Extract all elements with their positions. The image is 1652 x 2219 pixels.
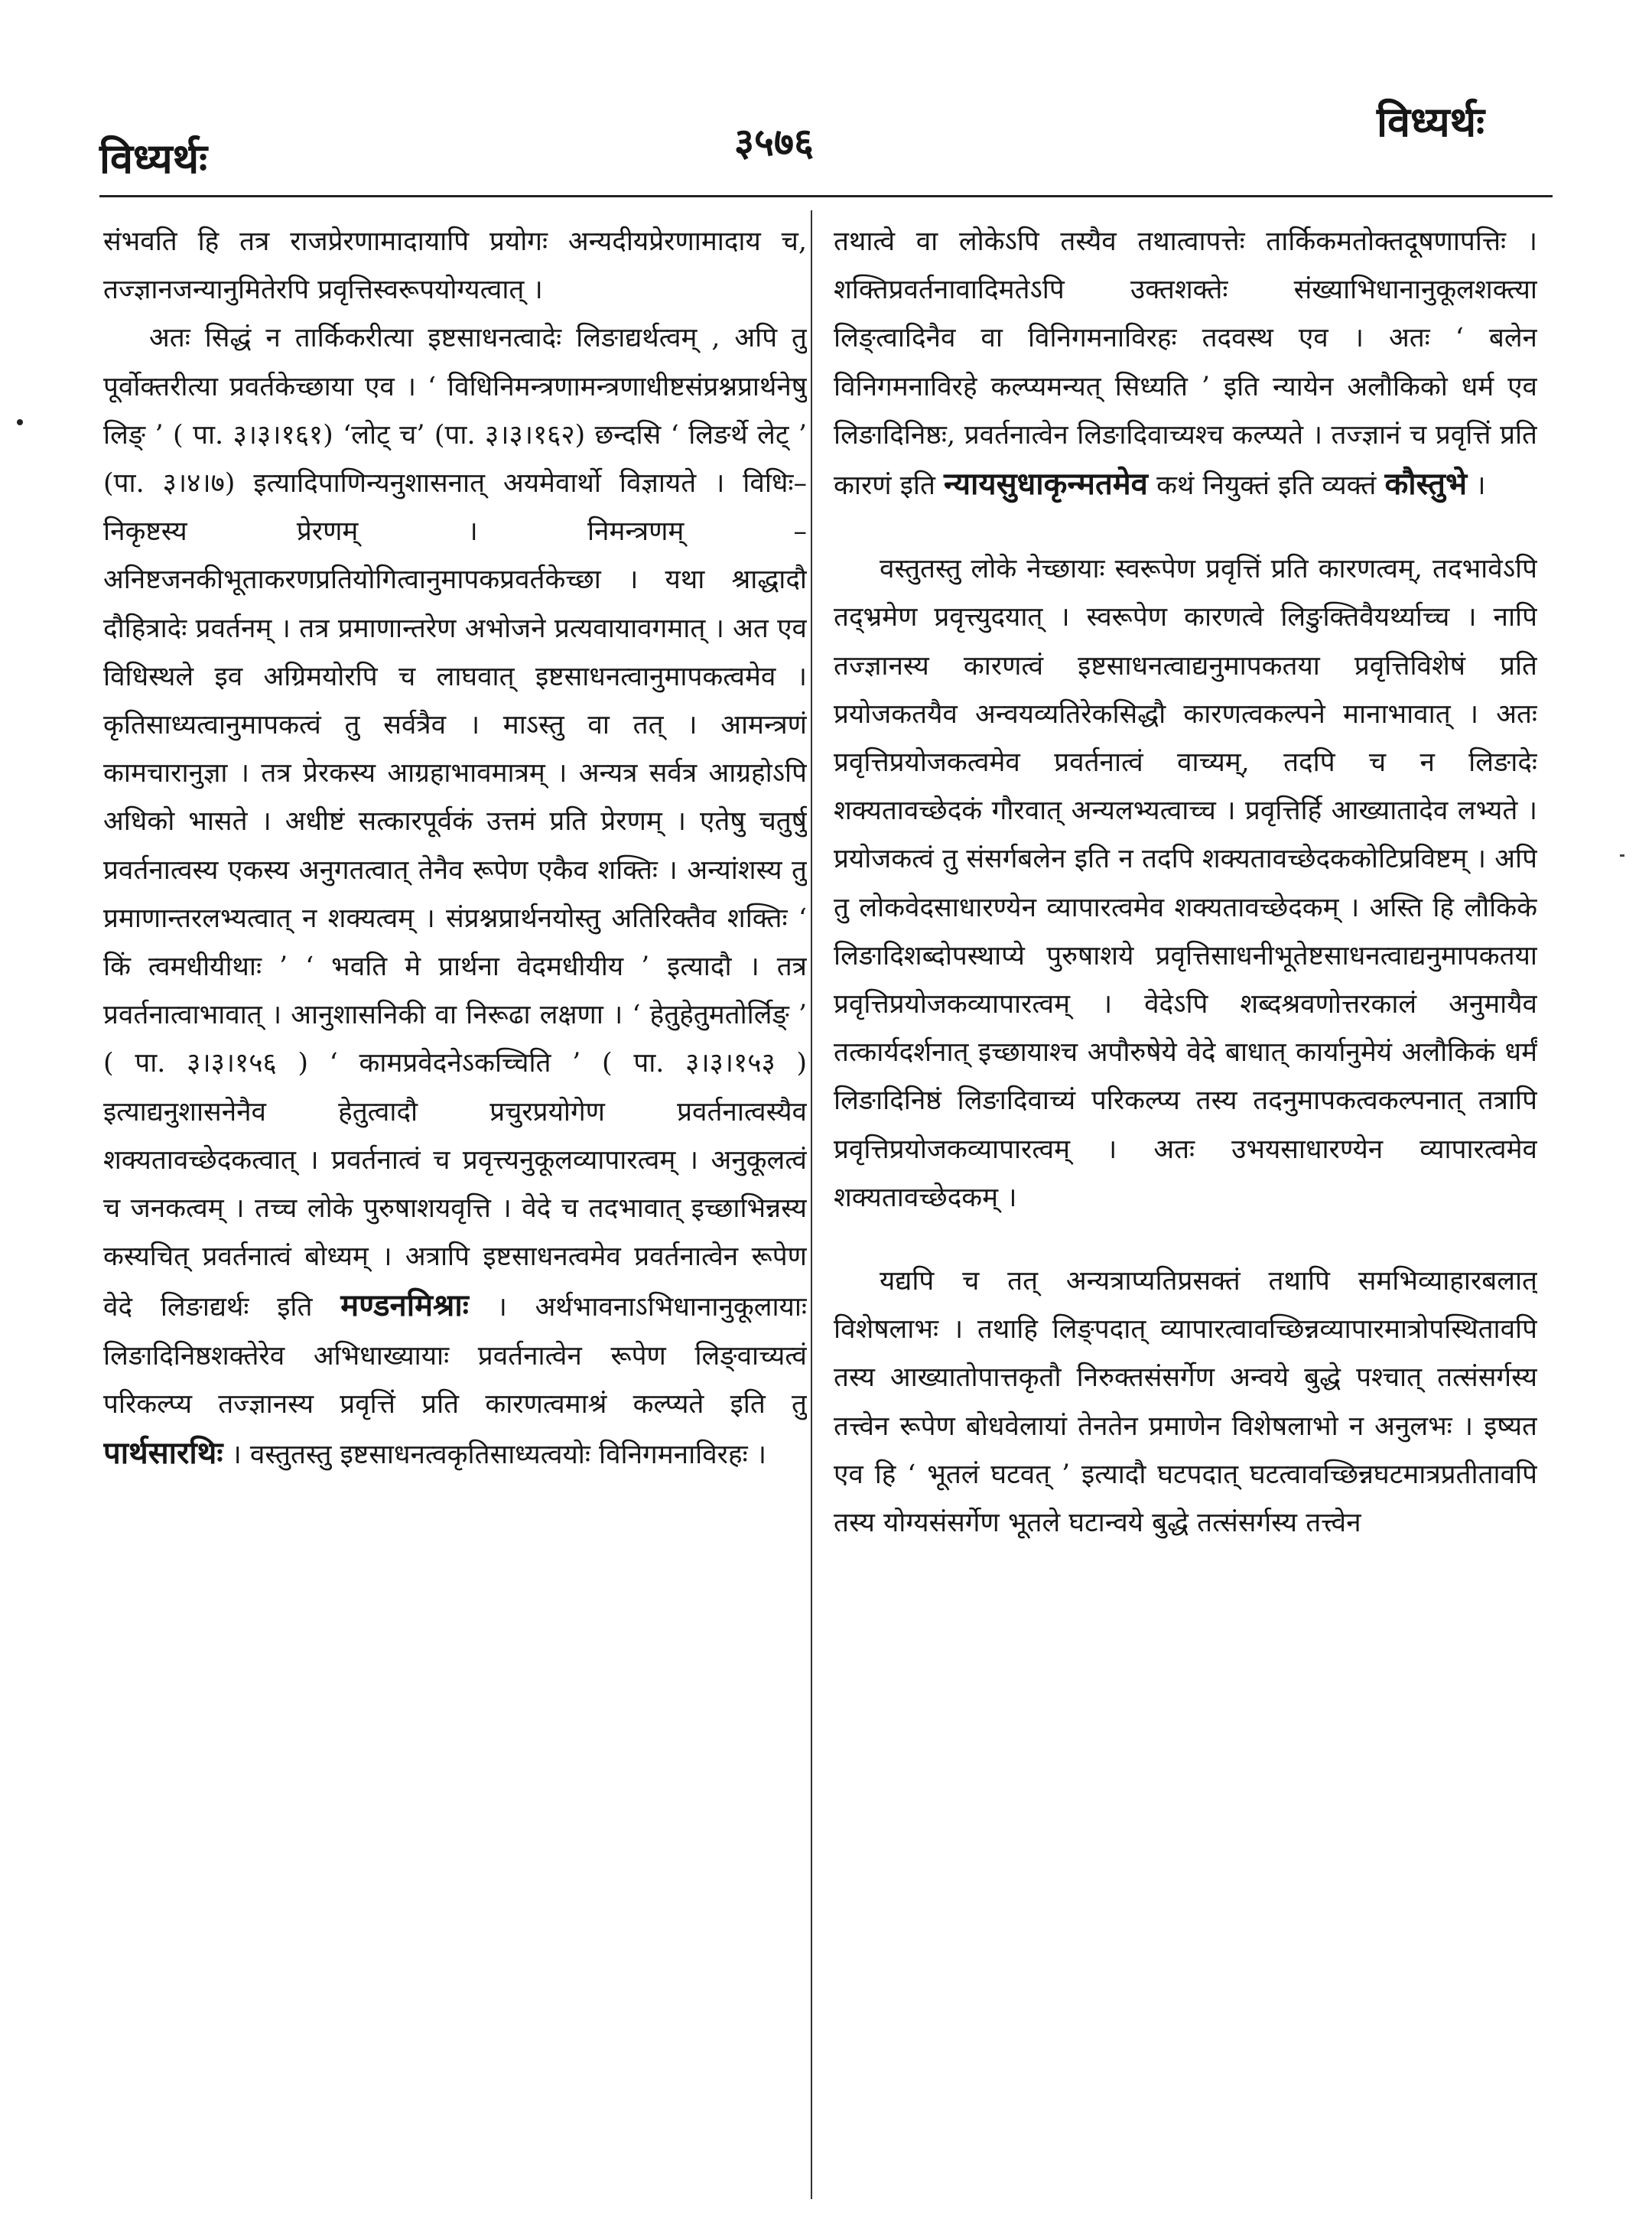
right-p1-text-a: तथात्वे वा लोकेऽपि तस्यैव तथात्वापत्तेः तार्किकमतोक्तदूषणापत्तिः । शक्तिप्रवर्तनावादिमतेऽपि उक्तशक्तेः संख्याभिधानानुकूलशक्त्या लिङ्त्वादिनैव वा विनिगमनाविरहः तदवस्थ एव । अतः ‘ बलेन विनिगमनाविरहे कल्प्यमन्यत् सिध्यति ’ इति न्यायेन अलौकिको धर्म एव लिङादिनिष्ठः, प्रवर्तनात्वेन लिङादिवाच्यश्च कल्प्यते । तज्ज्ञानं च प्रवृत्तिं प्रति कारणं इति	[834, 226, 1537, 502]
citation-kaustubha: कौस्तुभे	[1384, 466, 1468, 503]
running-head-right: विध्यर्थः	[1377, 97, 1485, 146]
scan-mark	[1620, 854, 1624, 857]
running-head-left: विध्यर्थः	[99, 134, 208, 183]
right-paragraph-3: यद्यपि च तत् अन्यत्राप्यतिप्रसक्तं तथापि समभिव्याहारबलात् विशेषलाभः । तथाहि लिङ्पदात् व्यापारत्वावच्छिन्नव्यापारमात्रोपस्थितावपि तस्य आख्यातोपात्तकृतौ निरुक्तसंसर्गेण अन्वये बुद्धे पश्चात् तत्संसर्गस्य तत्त्वेन रूपेण बोधवेलायां तेनतेन प्रमाणेन विशेषलाभो न अनुलभः । इष्यत एव हि ‘ भूतलं घटवत् ’ इत्यादौ घटपदात् घटत्वावच्छिन्नघटमात्रप्रतीतावपि तस्य योग्यसंसर्गेण भूतले घटान्वये बुद्धे तत्संसर्गस्य तत्त्वेन	[834, 1266, 1537, 1539]
header-rule	[99, 195, 1553, 197]
column-divider	[811, 210, 812, 2199]
left-p2-text-a: अतः सिद्धं न तार्किकरीत्या इष्टसाधनत्वादेः लिङाद्यर्थत्वम् , अपि तु पूर्वोक्तरीत्या प्रवर्तकेच्छाया एव । ‘ विधिनिमन्त्रणामन्त्रणाधीष्टसंप्रश्नप्रार्थनेषु लिङ् ’ ( पा. ३।३।१६१) ‘लोट् च’ (पा. ३।३।१६२) छन्दसि ‘ लिङर्थे लेट् ’ (पा. ३।४।७) इत्यादिपाणिन्यनुशासनात् अयमेवार्थो विज्ञायते । विधिः– निकृष्टस्य प्रेरणम् । निमन्त्रणम् – अनिष्टजनकीभूताकरणप्रतियोगित्वानुमापकप्रवर्तकेच्छा । यथा श्राद्धादौ दौहित्रादेः प्रवर्तनम् । तत्र प्रमाणान्तरेण अभोजने प्रत्यवायावगमात् । अत एव विधिस्थले इव अग्रिमयोरपि च लाघवात् इष्टसाधनत्वानुमापकत्वमेव । कृतिसाध्यत्वानुमापकत्वं तु सर्वत्रैव । माऽस्तु वा तत् । आमन्त्रणं कामचारानुज्ञा । तत्र प्रेरकस्य आग्रहाभावमात्रम् । अन्यत्र सर्वत्र आग्रहोऽपि अधिको भासते । अधीष्टं सत्कारपूर्वकं उत्तमं प्रति प्रेरणम् । एतेषु चतुर्षु प्रवर्तनात्वस्य एकस्य अनुगतत्वात् तेनैव रूपेण एकैव शक्तिः । अन्यांशस्य तु प्रमाणान्तरलभ्यत्वात् न शक्यत्वम् । संप्रश्नप्रार्थनयोस्तु अतिरिक्तैव शक्तिः ‘ किं त्वमधीयीथाः ’ ‘ भवति मे प्रार्थना वेदमधीयीय ’ इत्यादौ । तत्र प्रवर्तनात्वाभावात् । आनुशासनिकी वा निरूढा लक्षणा । ‘ हेतुहेतुमतोर्लिङ् ’ ( पा. ३।३।१५६ ) ‘ कामप्रवेदनेऽकच्चिति ’ ( पा. ३।३।१५३ ) इत्याद्यनुशासनेनैव हेतुत्वादौ प्रचुरप्रयोगेण प्रवर्तनात्वस्यैव शक्यतावच्छेदकत्वात् । प्रवर्तनात्वं च प्रवृत्त्यनुकूलव्यापारत्वम् । अनुकूलत्वं च जनकत्वम् । तच्च लोके पुरुषाशयवृत्ति । वेदे च तदभावात् इच्छाभिन्नस्य कस्यचित् प्रवर्तनात्वं बोध्यम् । अत्रापि इष्टसाधनत्वमेव प्रवर्तनात्वेन रूपेण वेदे लिङाद्यर्थः इति	[103, 323, 807, 1323]
author-name-mandana: मण्डनमिश्राः	[340, 1287, 469, 1324]
left-column	[103, 218, 807, 2214]
citation-nyayasudha: न्यायसुधाकृन्मतमेव	[944, 466, 1148, 503]
right-paragraph-1	[834, 218, 1537, 510]
right-column	[834, 218, 1537, 2214]
page-number: ३५७६	[734, 119, 814, 164]
scan-speck	[17, 419, 23, 425]
right-p1-text-b: कथं नियुक्तं इति व्यक्तं	[1156, 470, 1377, 502]
left-paragraph-1: संभवति हि तत्र राजप्रेरणामादायापि प्रयोगः अन्यदीयप्रेरणामादाय च, तज्ज्ञानजन्यानुमितेरपि प्रवृत्तिस्वरूपयोग्यत्वात् ।	[103, 226, 807, 306]
right-paragraph-2: वस्तुतस्तु लोके नेच्छायाः स्वरूपेण प्रवृत्तिं प्रति कारणत्वम्, तदभावेऽपि तद्भ्रमेण प्रवृत्त्युदयात् । स्वरूपेण कारणत्वे लिङुक्तिवैयर्थ्याच्च । नापि तज्ज्ञानस्य कारणत्वं इष्टसाधनत्वाद्यनुमापकतया प्रवृत्तिविशेषं प्रति प्रयोजकतयैव अन्वयव्यतिरेकसिद्धौ कारणत्वकल्पने मानाभावात् । अतः प्रवृत्तिप्रयोजकत्वमेव प्रवर्तनात्वं वाच्यम्, तदपि च न लिङादेः शक्यतावच्छेदकं गौरवात् अन्यलभ्यत्वाच्च । प्रवृत्तिर्हि आख्यातादेव लभ्यते । प्रयोजकत्वं तु संसर्गबलेन इति न तदपि शक्यतावच्छेदककोटिप्रविष्टम् । अपि तु लोकवेदसाधारण्येन व्यापारत्वमेव शक्यतावच्छेदकम् । अस्ति हि लौकिके लिङादिशब्दोपस्थाप्ये पुरुषाशये प्रवृत्तिसाधनीभूतेष्टसाधनत्वाद्यनुमापकतया प्रवृत्तिप्रयोजकव्यापारत्वम् । वेदेऽपि शब्दश्रवणोत्तरकालं अनुमायैव तत्कार्यदर्शनात् इच्छायाश्च अपौरुषेये वेदे बाधात् कार्यानुमेयं अलौकिकं धर्मं लिङादिनिष्ठं लिङादिवाच्यं परिकल्प्य तस्य तदनुमापकत्वकल्पनात् तत्रापि प्रवृत्तिप्रयोजकव्यापारत्वम् । अतः उभयसाधारण्येन व्यापारत्वमेव शक्यतावच्छेदकम् ।	[834, 554, 1537, 1213]
left-p2-text-c: । वस्तुतस्तु इष्टसाधनत्वकृतिसाध्यत्वयोः विनिगमनाविरहः ।	[231, 1440, 767, 1471]
right-p1-text-c: ।	[1475, 470, 1486, 502]
author-name-parthasarathi: पार्थसारथिः	[103, 1435, 223, 1472]
left-p2-text-b: । अर्थभावनाऽभिधानानुकूलायाः लिङादिनिष्ठशक्तेरेव अभिधाख्यायाः प्रवर्तनात्वेन रूपेण लिङ्वाच्यत्वं परिकल्प्य तज्ज्ञानस्य प्रवृत्तिं प्रति कारणत्वमाश्रं कल्प्यते इति तु	[103, 1292, 807, 1420]
left-paragraph-2	[103, 314, 807, 1479]
